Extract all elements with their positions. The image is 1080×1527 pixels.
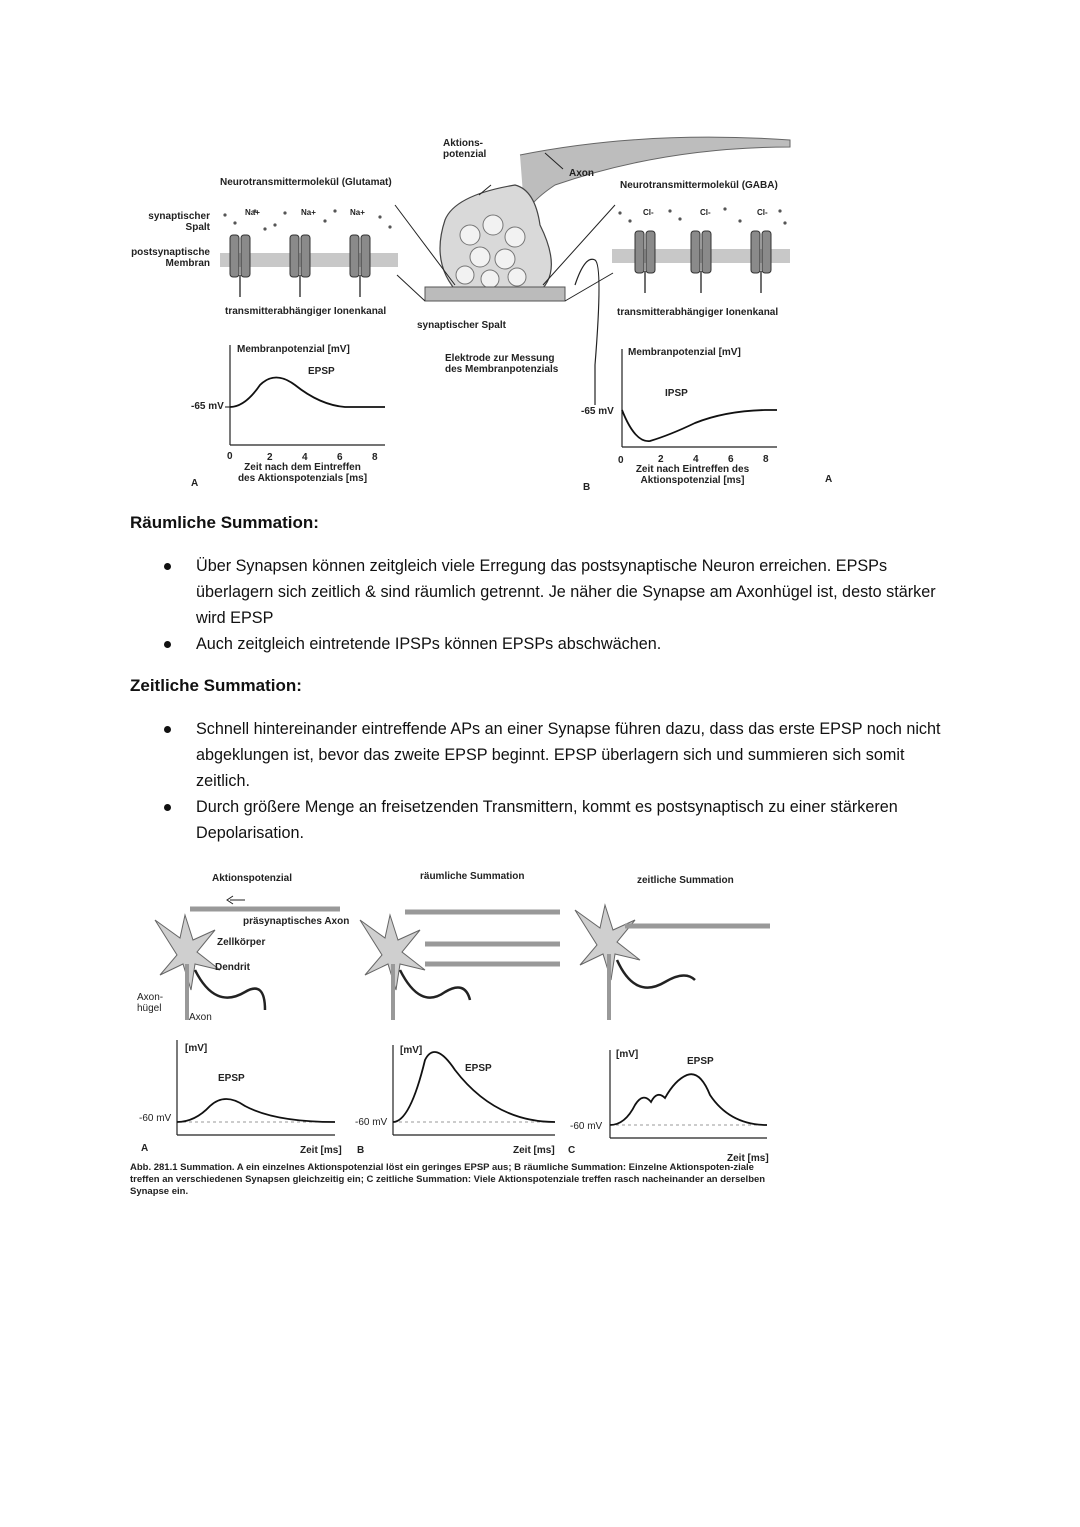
graph-b-ipsp-curve [622, 410, 777, 441]
figure-caption: Abb. 281.1 Summation. A ein einzelnes Aktionspotenzial löst ein geringes EPSP aus; B räumliche Summation: Einzelne Aktionspoten-ziale treffen an verschiedenen Synapsen gleichzeitig ein; C zeitliche Summation: Viele Aktionspotenziale treffen rasch nacheinander an derselben Synapse ein. [130, 1162, 766, 1197]
letter-bottom-c: C [568, 1145, 576, 1156]
graph-a2-epsp-curve [177, 1099, 335, 1122]
ion-channels-b [635, 231, 771, 273]
label-mv-b: [mV] [400, 1045, 423, 1056]
label-presyn-axon: präsynaptisches Axon [243, 916, 350, 927]
label-postsyn-membrane: postsynaptische Membran [131, 247, 210, 269]
dendrite-electrode-a [195, 970, 265, 1010]
label-channel-a: transmitterabhängiger Ionenkanal [225, 306, 387, 317]
label-axonhuegel: Axon-hügel [137, 992, 164, 1014]
label-baseline-b: -65 mV [581, 406, 614, 417]
label-baseline-bottom-a: -60 mV [139, 1113, 172, 1124]
label-channel-b: transmitterabhängiger Ionenkanal [617, 307, 779, 318]
graph-c2-epsp-curve [610, 1074, 767, 1125]
label-gaba: Neurotransmittermolekül (GABA) [620, 180, 778, 191]
zoom-line-a2 [397, 275, 425, 301]
label-membranpotenzial-a: Membranpotenzial [mV] [237, 344, 350, 355]
label-cl-3: Cl- [757, 208, 768, 217]
tick-a-6: 6 [337, 452, 343, 463]
tick-b-4: 4 [693, 454, 699, 465]
label-epsp-bottom-a: EPSP [218, 1073, 245, 1084]
dendrite-electrode-b [400, 970, 470, 1000]
bullet-zeitlich-2: Durch größere Menge an freisetzenden Transmittern, kommt es postsynaptisch zu einer stärkeren Depolarisation. [150, 794, 950, 846]
xlabel-bottom-b: Zeit [ms] [513, 1145, 555, 1156]
label-epsp-bottom-c: EPSP [687, 1056, 714, 1067]
label-na-3: Na+ [350, 208, 365, 217]
channel-arrows-a [240, 275, 360, 297]
label-axon-a: Axon [189, 1012, 212, 1023]
tick-a-8: 8 [372, 452, 378, 463]
label-epsp-a: EPSP [308, 366, 335, 377]
label-epsp-bottom-b: EPSP [465, 1063, 492, 1074]
label-dendrit: Dendrit [215, 962, 250, 973]
heading-zeitliche-summation: Zeitliche Summation: [130, 676, 302, 695]
letter-bottom-b: B [357, 1145, 365, 1156]
label-ipsp: IPSP [665, 388, 688, 399]
label-synaptic-gap-center: synaptischer Spalt [417, 320, 506, 331]
letter-b: B [583, 482, 591, 493]
summation-figure-bottom [125, 860, 785, 1170]
label-mv-c: [mV] [616, 1049, 639, 1060]
tick-b-0: 0 [618, 455, 624, 466]
summation-diagram-svg [125, 860, 785, 1170]
neuron-b [360, 912, 560, 1020]
label-baseline-bottom-b: -60 mV [355, 1117, 388, 1128]
electrode [575, 259, 599, 405]
letter-side-a: A [825, 474, 833, 485]
tick-a-2: 2 [267, 452, 273, 463]
neuron-c [575, 905, 770, 1020]
label-cl-1: Cl- [643, 208, 654, 217]
label-baseline-bottom-c: -60 mV [570, 1121, 603, 1132]
tick-a-0: 0 [227, 451, 233, 462]
label-na-2: Na+ [301, 208, 316, 217]
label-aktionspotenzial-a: Aktionspotenzial [212, 873, 293, 884]
label-synaptic-gap-a: synaptischer Spalt [148, 211, 210, 233]
channel-arrows-b [645, 271, 761, 293]
label-axon: Axon [569, 168, 594, 179]
xlabel-b: Zeit nach Eintreffen des Aktionspotenzial [ms] [635, 464, 750, 486]
letter-a: A [191, 478, 199, 489]
list-raeumliche-summation [150, 553, 950, 657]
label-zellkoerper: Zellkörper [217, 937, 266, 948]
ap-arrow-a [227, 896, 245, 904]
xlabel-bottom-a: Zeit [ms] [300, 1145, 342, 1156]
title-raeumliche-summation: räumliche Summation [420, 871, 525, 882]
graph-a-epsp-curve [230, 378, 385, 408]
label-baseline-a: -65 mV [191, 401, 224, 412]
xlabel-a: Zeit nach dem Eintreffen des Aktionspotenzials [ms] [237, 462, 368, 484]
tick-b-6: 6 [728, 454, 734, 465]
zoom-line-b2 [565, 273, 613, 301]
letter-bottom-a: A [141, 1143, 149, 1154]
bullet-raeumlich-2: Auch zeitgleich eintretende IPSPs können EPSPs abschwächen. [150, 631, 950, 657]
bullet-zeitlich-1: Schnell hintereinander eintreffende APs an einer Synapse führen dazu, dass das erste EPSP noch nicht abgeklungen ist, bevor das zweite EPSP beginnt. EPSP überlagern sich und summieren sich somit zeitlich. [150, 716, 950, 794]
tick-b-8: 8 [763, 454, 769, 465]
list-zeitliche-summation [150, 716, 950, 846]
tick-a-4: 4 [302, 452, 308, 463]
tick-b-2: 2 [658, 454, 664, 465]
postsyn-center [425, 287, 565, 301]
label-membranpotenzial-b: Membranpotenzial [mV] [628, 347, 741, 358]
axon-shape [520, 137, 790, 220]
synapse-figure-top [125, 125, 845, 505]
label-mv-a: [mV] [185, 1043, 208, 1054]
label-na-1: Na+ [245, 208, 260, 217]
title-zeitliche-summation: zeitliche Summation [637, 875, 734, 886]
bullet-raeumlich-1: Über Synapsen können zeitgleich viele Erregung das postsynaptische Neuron erreichen. EPSPs überlagern sich zeitlich & sind räumlich getrennt. Je näher die Synapse am Axonhügel ist, desto stärker wird EPSP [150, 553, 950, 631]
dendrite-electrode-c [617, 960, 695, 988]
label-glutamat: Neurotransmittermolekül (Glutamat) [220, 177, 392, 188]
label-aktionspotenzial: Aktions-potenzial [443, 138, 487, 160]
heading-raeumliche-summation: Räumliche Summation: [130, 513, 319, 532]
label-electrode: Elektrode zur Messung des Membranpotenzials [445, 353, 559, 375]
label-cl-2: Cl- [700, 208, 711, 217]
xlabel-bottom-c: Zeit [ms] [727, 1153, 769, 1164]
